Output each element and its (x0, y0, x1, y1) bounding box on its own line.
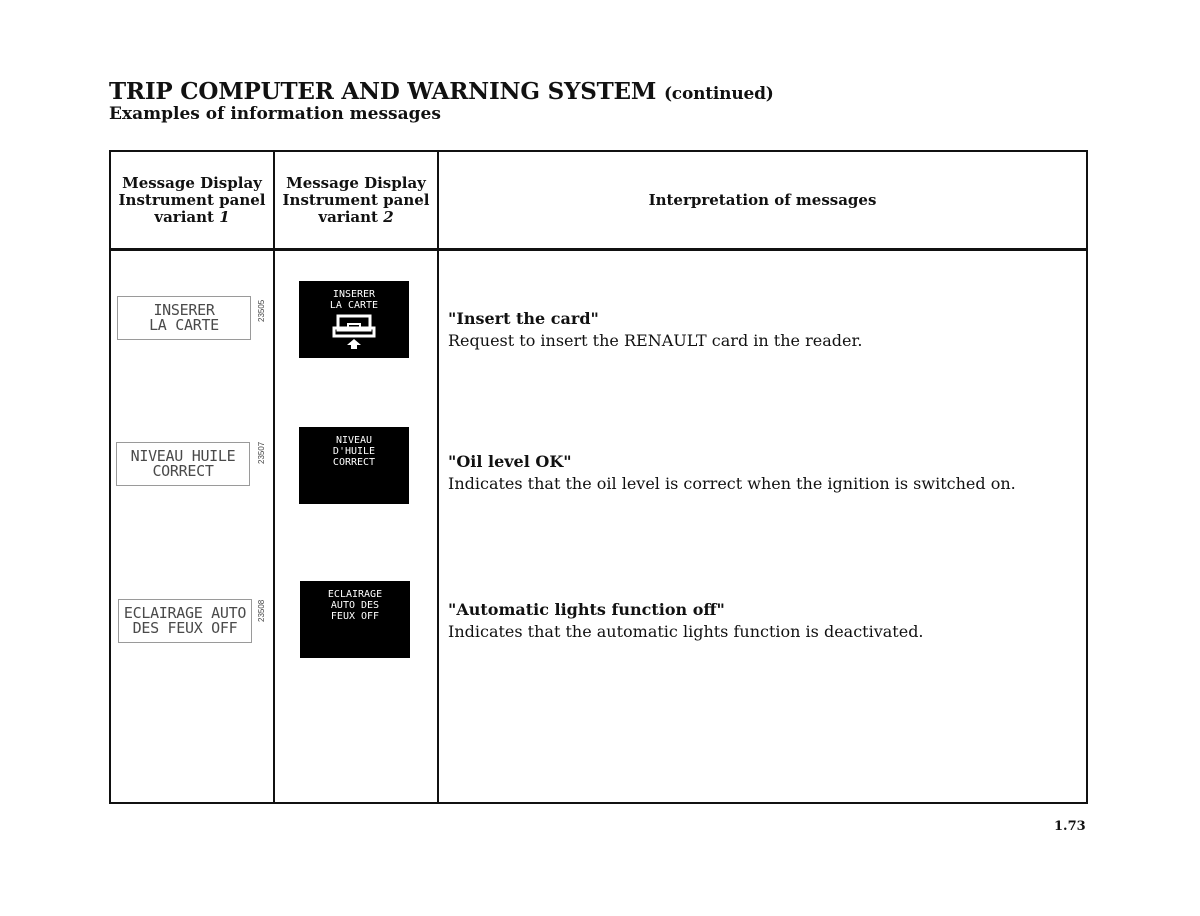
display-line: LA CARTE (149, 316, 219, 334)
variant-2-display (300, 581, 410, 658)
display-line: CORRECT (152, 462, 214, 480)
column-header-variant-1 (111, 152, 273, 248)
column-header-label: Interpretation of messages (648, 190, 877, 209)
display-line: ECLAIRAGE AUTO (123, 604, 247, 622)
variant-2-display (299, 281, 409, 358)
title-suffix: (continued) (663, 84, 774, 104)
variant-2-display (299, 427, 409, 504)
display-line: DES FEUX OFF (132, 619, 238, 637)
figure-reference: 23505 (257, 299, 266, 322)
page-subtitle: Examples of information messages (109, 104, 441, 124)
message-description: Indicates that the oil level is correct when the ignition is switched on. (448, 474, 1016, 493)
message-entry (448, 308, 862, 352)
display-line: NIVEAU HUILE (130, 447, 236, 465)
message-title: "Insert the card" (448, 309, 599, 328)
message-description: Indicates that the automatic lights function is deactivated. (448, 622, 924, 641)
card-reader-icon (330, 314, 378, 350)
variant-number: 2 (383, 207, 394, 226)
message-title: "Automatic lights function off" (448, 600, 725, 619)
message-description: Request to insert the RENAULT card in the reader. (448, 331, 863, 350)
message-title: "Oil level OK" (448, 452, 572, 471)
display-line: ECLAIRAGE (327, 589, 383, 600)
variant-1-display (116, 442, 250, 486)
display-line: CORRECT (332, 457, 376, 468)
title-text: TRIP COMPUTER AND WARNING SYSTEM (109, 78, 657, 105)
messages-table (109, 150, 1088, 804)
display-line: FEUX OFF (330, 611, 380, 622)
column-header-variant-2 (275, 152, 437, 248)
column-header-label: Message Display Instrument panel variant (118, 173, 266, 226)
display-line: AUTO DES (330, 600, 380, 611)
display-line: INSERER (332, 289, 376, 300)
message-entry (448, 451, 1016, 495)
variant-number: 1 (219, 207, 230, 226)
display-line: INSERER (153, 301, 215, 319)
variant-1-display (118, 599, 252, 643)
display-line: D'HUILE (332, 446, 376, 457)
message-entry (448, 599, 924, 643)
variant-1-display (117, 296, 251, 340)
display-line: NIVEAU (335, 435, 373, 446)
header-divider (111, 248, 1086, 251)
page-number: 1.73 (1054, 819, 1086, 834)
column-header-interpretation (439, 152, 1086, 248)
column-header-label: Message Display Instrument panel variant (282, 173, 430, 226)
figure-reference: 23507 (257, 441, 266, 464)
display-line: LA CARTE (329, 300, 379, 311)
figure-reference: 23508 (257, 599, 266, 622)
